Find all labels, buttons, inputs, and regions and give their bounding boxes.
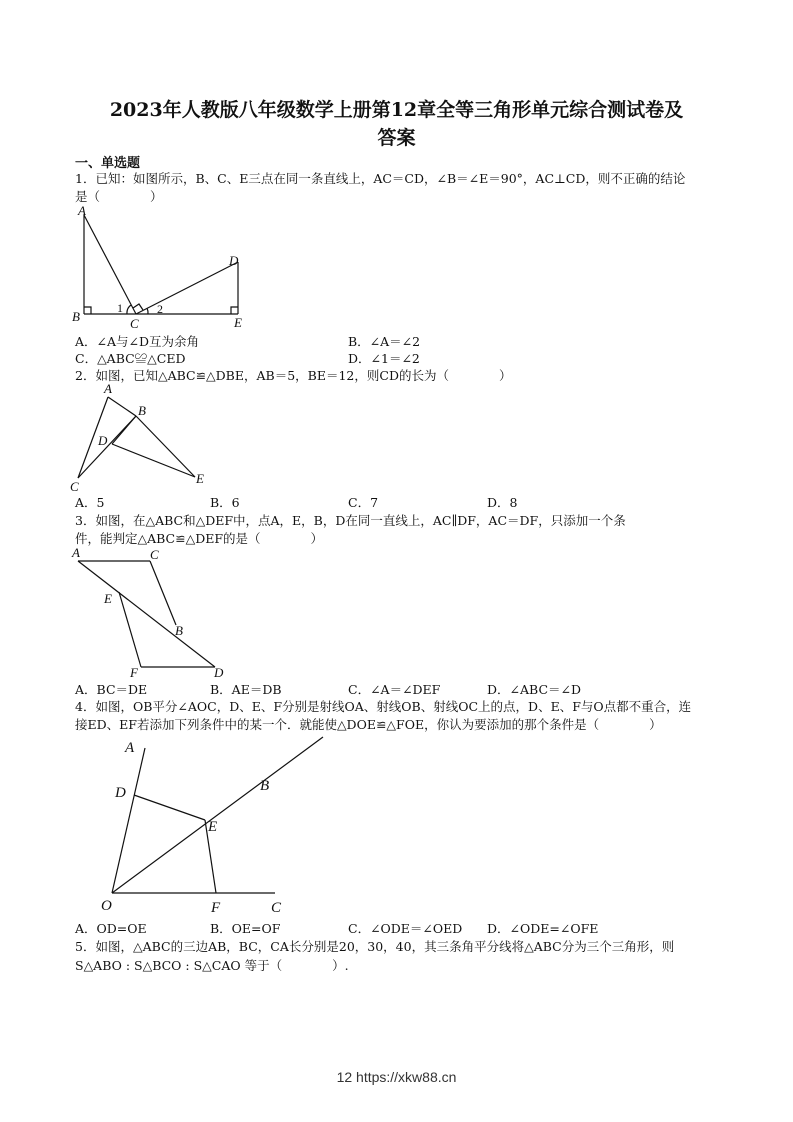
q1-text-line-1: 1．已知：如图所示，B、C、E三点在同一条直线上，AC＝CD，∠B＝∠E＝90°，AC⊥CD，则不正确的结论	[75, 171, 686, 186]
title-line-2: 答案	[377, 127, 416, 149]
q1-label-B: B	[72, 309, 80, 324]
q2-label-D: D	[98, 433, 108, 448]
q4-label-B: B	[260, 778, 270, 794]
q3-label-B: B	[175, 623, 183, 638]
section-heading: 一、单选题	[75, 156, 141, 171]
q4-label-O: O	[101, 898, 112, 914]
q1-option-c: C．△ABC≌△CED	[75, 351, 186, 366]
page-footer: 12 https://xkw88.cn	[336, 1069, 457, 1085]
q1-label-A: A	[78, 203, 86, 218]
q4-label-D: D	[115, 785, 126, 801]
q4-label-E: E	[208, 819, 218, 835]
q3-label-A: A	[72, 545, 80, 560]
q4-option-a: A．OD=OE	[75, 921, 147, 936]
q5-text-line-2: S△ABO : S△BCO : S△CAO 等于（ ）.	[75, 958, 349, 973]
q2-option-b: B．6	[210, 495, 240, 510]
q1-option-d: D．∠1＝∠2	[348, 351, 420, 366]
q3-label-E: E	[104, 591, 112, 606]
q1-angle-2: 2	[157, 302, 163, 316]
q1-text-line-2: 是（ ）	[75, 189, 163, 204]
q3-figure	[68, 545, 238, 680]
q5-text-line-1: 5．如图，△ABC的三边AB，BC，CA长分别是20，30，40，其三条角平分线将△ABC分为三个三角形，则	[75, 939, 675, 954]
q2-option-a: A．5	[75, 495, 105, 510]
q2-label-C: C	[70, 479, 79, 494]
q4-text-line-2: 接ED、EF若添加下列条件中的某一个．就能使△DOE≌△FOE，你认为要添加的那个条件是（ ）	[75, 717, 662, 732]
q4-text-line-1: 4．如图，OB平分∠AOC，D、E、F分别是射线OA、射线OB、射线OC上的点，D、E、F与O点都不重合，连	[75, 699, 692, 714]
q2-label-E: E	[196, 471, 204, 486]
q2-text-line-1: 2．如图，已知△ABC≌△DBE，AB＝5，BE＝12，则CD的长为（ ）	[75, 368, 512, 383]
q4-option-c: C．∠ODE＝∠OED	[348, 921, 463, 936]
q2-label-A: A	[104, 382, 112, 396]
q1-option-a: A．∠A与∠D互为余角	[75, 334, 200, 349]
q1-label-C: C	[130, 316, 139, 331]
q4-option-b: B．OE=OF	[210, 921, 281, 936]
q3-text-line-1: 3．如图，在△ABC和△DEF中，点A，E，B，D在同一直线上，AC∥DF，AC＝DF，只添加一个条	[75, 513, 626, 528]
q3-label-D: D	[214, 665, 224, 680]
q1-figure	[70, 203, 260, 333]
q4-option-d: D．∠ODE=∠OFE	[487, 921, 599, 936]
q1-angle-1: 1	[117, 301, 123, 315]
document-title	[60, 96, 733, 152]
q4-label-F: F	[211, 900, 221, 916]
q3-label-F: F	[130, 665, 138, 680]
q3-option-c: C．∠A＝∠DEF	[348, 682, 441, 697]
q4-label-A: A	[125, 740, 135, 756]
q1-label-D: D	[229, 253, 239, 268]
q3-option-d: D．∠ABC＝∠D	[487, 682, 582, 697]
q3-label-C: C	[150, 547, 159, 562]
q2-option-d: D．8	[487, 495, 518, 510]
title-line-1: 2023年人教版八年级数学上册第12章全等三角形单元综合测试卷及	[109, 99, 684, 121]
q2-figure	[68, 382, 218, 494]
q3-option-a: A．BC＝DE	[75, 682, 148, 697]
q1-option-b: B．∠A＝∠2	[348, 334, 421, 349]
q3-option-b: B．AE＝DB	[210, 682, 282, 697]
q1-label-E: E	[234, 315, 242, 330]
q3-text-line-2: 件，能判定△ABC≌△DEF的是（ ）	[75, 531, 324, 546]
q2-option-c: C．7	[348, 495, 379, 510]
q2-label-B: B	[138, 403, 146, 418]
q4-label-C: C	[271, 900, 282, 916]
q4-figure	[100, 733, 330, 918]
